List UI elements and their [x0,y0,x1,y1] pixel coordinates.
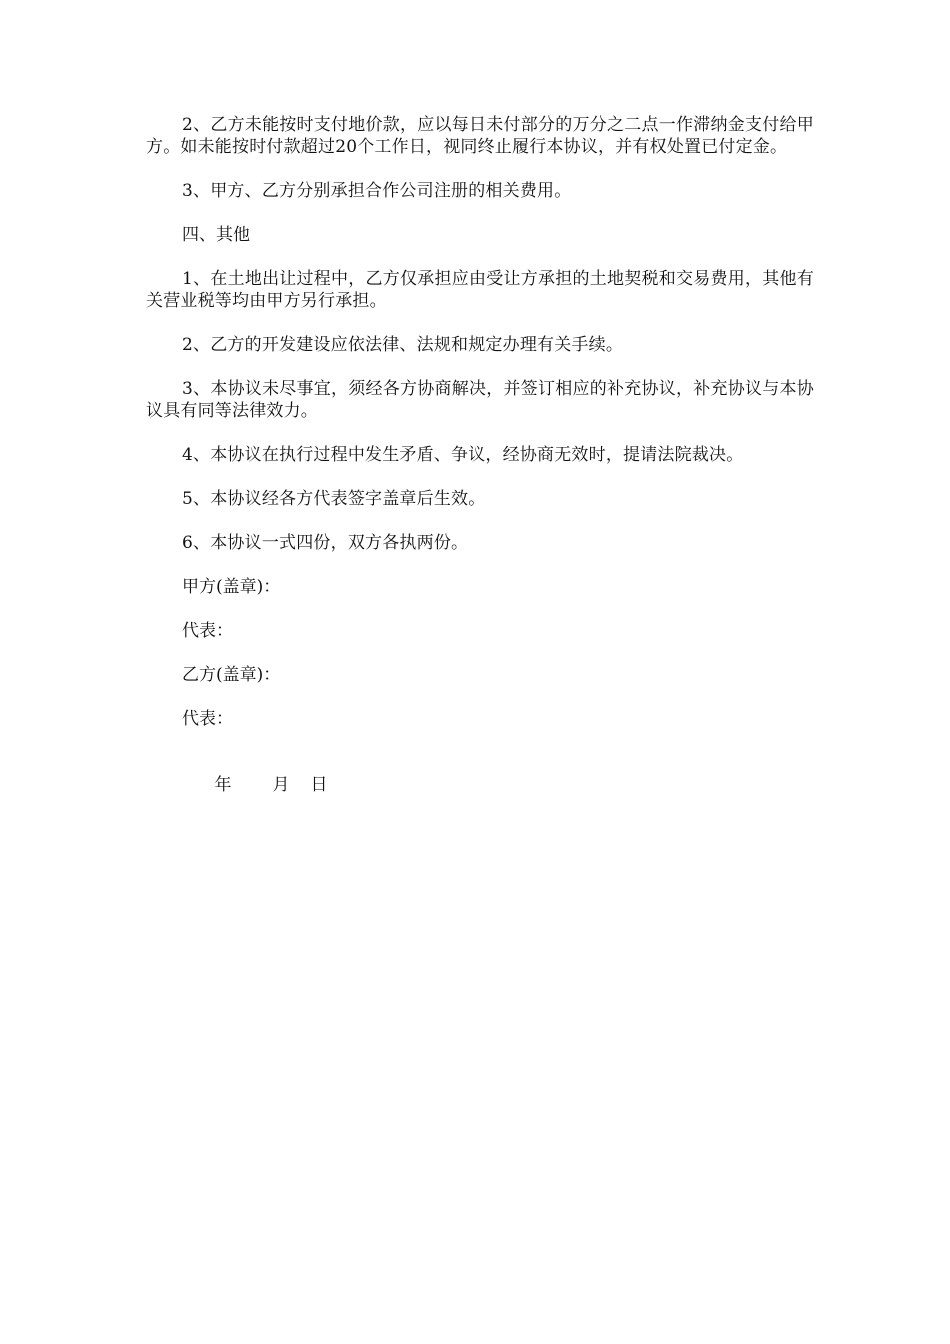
signing-date [146,752,814,818]
section-4-heading: 四、其他 [182,225,250,245]
section-4-item-4: 4、本协议在执行过程中发生矛盾、争议，经协商无效时，提请法院裁决。 [182,445,744,465]
document-body [146,114,814,818]
section-4-item-6: 6、本协议一式四份，双方各执两份。 [182,533,469,553]
date-month-label: 月 [272,775,290,795]
section-4-item-2: 2、乙方的开发建设应依法律、法规和规定办理有关手续。 [182,335,624,355]
party-b-seal-label: 乙方(盖章)： [182,665,281,685]
clause-3-item-2: 2、乙方未能按时支付地价款，应以每日未付部分的万分之二点一作滞纳金支付给甲方。如未能按时付款超过20个工作日，视同终止履行本协议，并有权处置已付定金。 [146,115,814,157]
section-4-item-5: 5、本协议经各方代表签字盖章后生效。 [182,489,486,509]
date-day-label: 日 [310,775,328,795]
party-a-representative-label: 代表： [182,621,233,641]
party-b-representative-label: 代表： [182,709,233,729]
party-a-seal-label: 甲方(盖章)： [182,577,281,597]
clause-3-item-3: 3、甲方、乙方分别承担合作公司注册的相关费用。 [182,181,572,201]
date-year-label: 年 [214,775,232,795]
section-4-item-1: 1、在土地出让过程中，乙方仅承担应由受让方承担的土地契税和交易费用，其他有关营业税等均由甲方另行承担。 [146,269,814,311]
section-4-item-3: 3、本协议未尽事宜，须经各方协商解决，并签订相应的补充协议，补充协议与本协议具有同等法律效力。 [146,379,814,421]
